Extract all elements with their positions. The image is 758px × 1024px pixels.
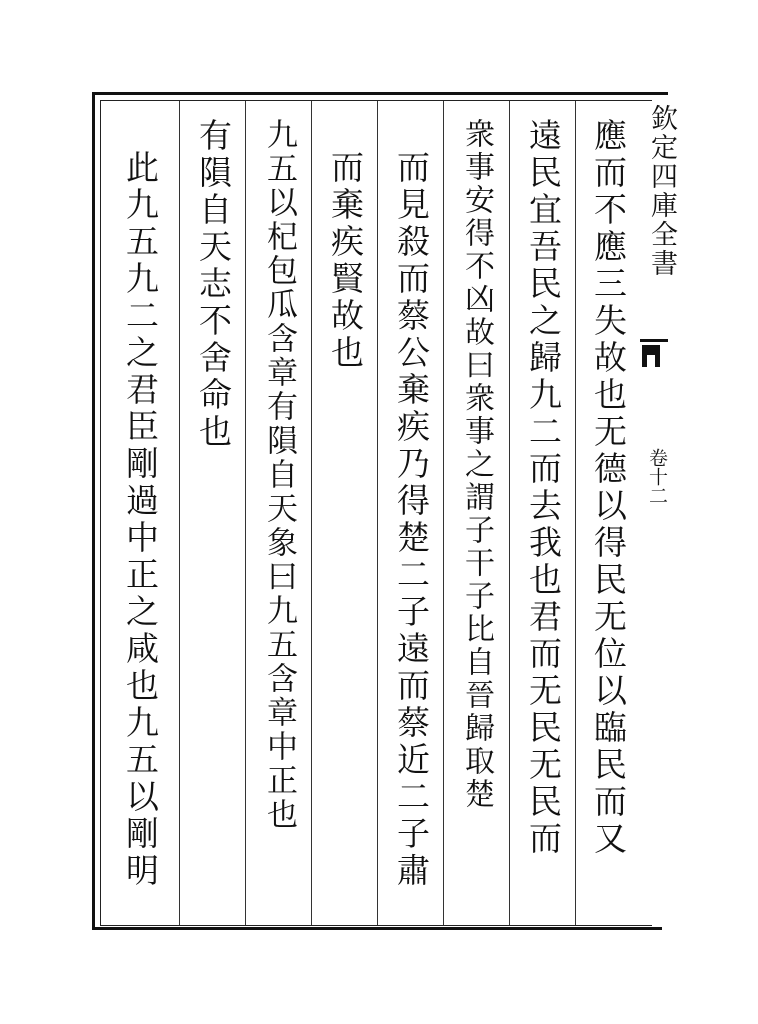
column-rule	[443, 101, 444, 925]
text-column-5: 而棄疾賢故也	[326, 150, 365, 372]
text-column-4: 而見殺而蔡公棄疾乃得楚二子遠而蔡近二子肅	[392, 150, 431, 890]
text-column-2: 遠民宜吾民之歸九二而去我也君而无民无民而	[524, 118, 563, 858]
column-rule	[377, 101, 378, 925]
text-column-3: 衆事安得不凶故曰衆事之謂子干子比自晉歸取楚	[459, 118, 494, 811]
page-inner-border	[100, 100, 652, 926]
margin-juan-number: 卷十二	[646, 448, 668, 505]
margin-book-title: 欽定四庫全書	[646, 104, 677, 278]
column-rule	[179, 101, 180, 925]
column-rule	[311, 101, 312, 925]
column-rule	[575, 101, 576, 925]
text-column-8: 此九五九二之君臣剛過中正之咸也九五以剛明	[121, 150, 160, 890]
column-rule	[245, 101, 246, 925]
text-column-6: 九五以杞包瓜含章有隕自天象曰九五含章中正也	[261, 118, 297, 832]
text-column-1: 應而不應三失故也无德以得民无位以臨民而又	[589, 118, 628, 858]
fishtail-mark-icon	[642, 345, 660, 367]
column-rule	[509, 101, 510, 925]
text-column-7: 有隕自天志不舍命也	[194, 118, 233, 451]
